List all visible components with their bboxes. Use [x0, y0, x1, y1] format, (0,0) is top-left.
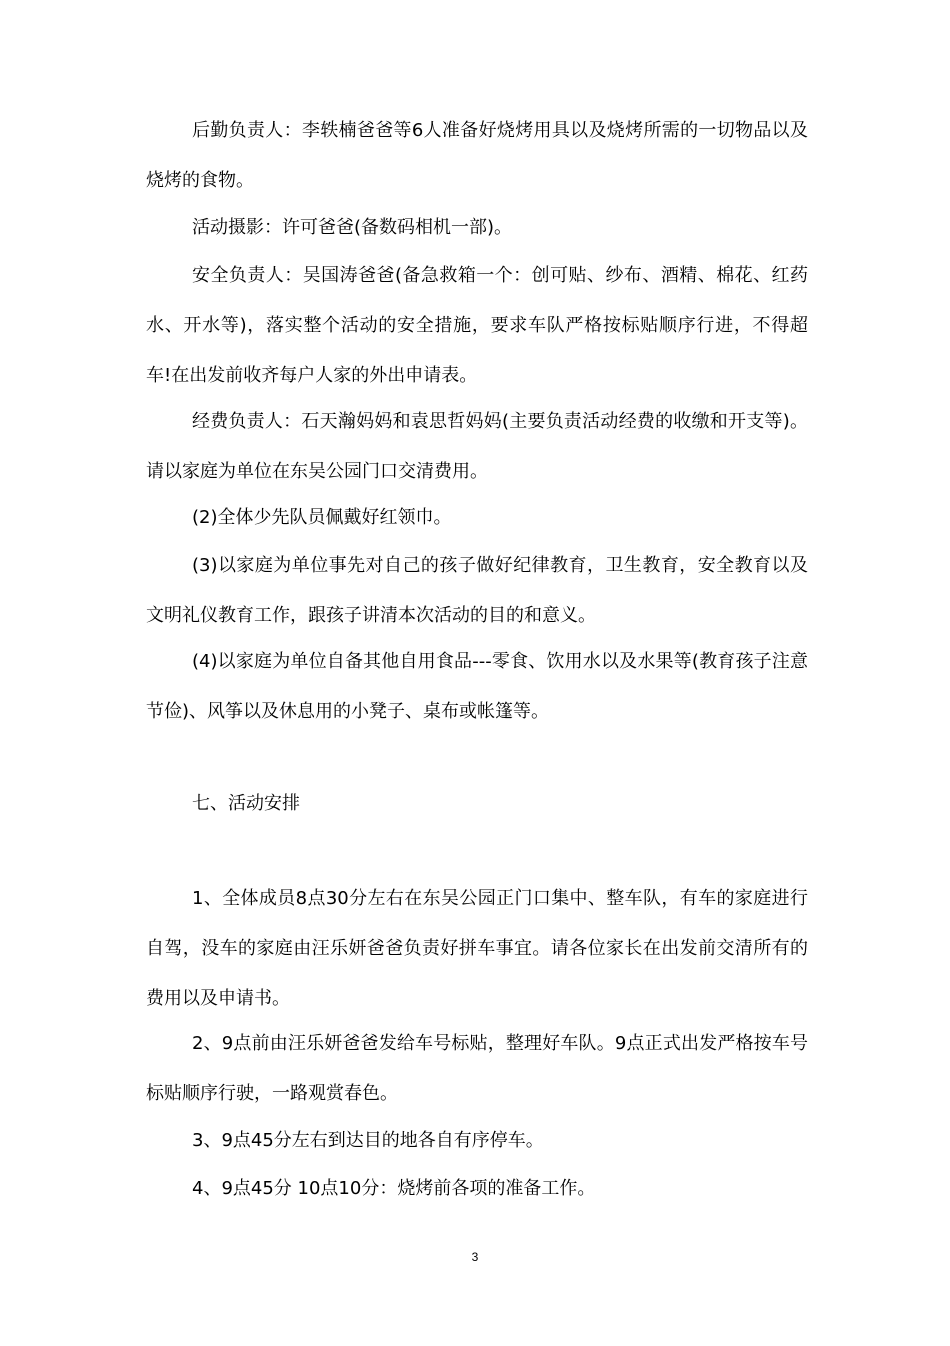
schedule-item-2: 2、9点前由汪乐妍爸爸发给车号标贴，整理好车队。9点正式出发严格按车号标贴顺序行驶，一路观赏春色。 [146, 1033, 808, 1104]
section-heading: 七、活动安排 [192, 793, 300, 814]
photography-paragraph: 活动摄影：许可爸爸(备数码相机一部)。 [192, 217, 513, 238]
funding-paragraph: 经费负责人：石天瀚妈妈和袁思哲妈妈(主要负责活动经费的收缴和开支等)。请以家庭为单位在东吴公园门口交清费用。 [146, 411, 808, 482]
item-2-paragraph: (2)全体少先队员佩戴好红领巾。 [192, 507, 452, 528]
schedule-item-1: 1、全体成员8点30分左右在东吴公园正门口集中、整车队，有车的家庭进行自驾，没车的家庭由汪乐妍爸爸负责好拼车事宜。请各位家长在出发前交清所有的费用以及申请书。 [146, 888, 808, 1009]
safety-paragraph: 安全负责人：吴国涛爸爸(备急救箱一个：创可贴、纱布、酒精、棉花、红药水、开水等)，落实整个活动的安全措施，要求车队严格按标贴顺序行进，不得超车!在出发前收齐每户人家的外出申请表。 [146, 265, 808, 386]
schedule-item-3: 3、9点45分左右到达目的地各自有序停车。 [192, 1130, 544, 1151]
item-3-paragraph: (3)以家庭为单位事先对自己的孩子做好纪律教育，卫生教育，安全教育以及文明礼仪教育工作，跟孩子讲清本次活动的目的和意义。 [146, 555, 808, 626]
schedule-item-4: 4、9点45分 10点10分：烧烤前各项的准备工作。 [192, 1178, 596, 1199]
item-4-paragraph: (4)以家庭为单位自备其他自用食品---零食、饮用水以及水果等(教育孩子注意节俭)、风筝以及休息用的小凳子、桌布或帐篷等。 [146, 651, 808, 722]
page-number: 3 [471, 1250, 479, 1264]
logistics-paragraph: 后勤负责人：李轶楠爸爸等6人准备好烧烤用具以及烧烤所需的一切物品以及烧烤的食物。 [146, 120, 808, 191]
